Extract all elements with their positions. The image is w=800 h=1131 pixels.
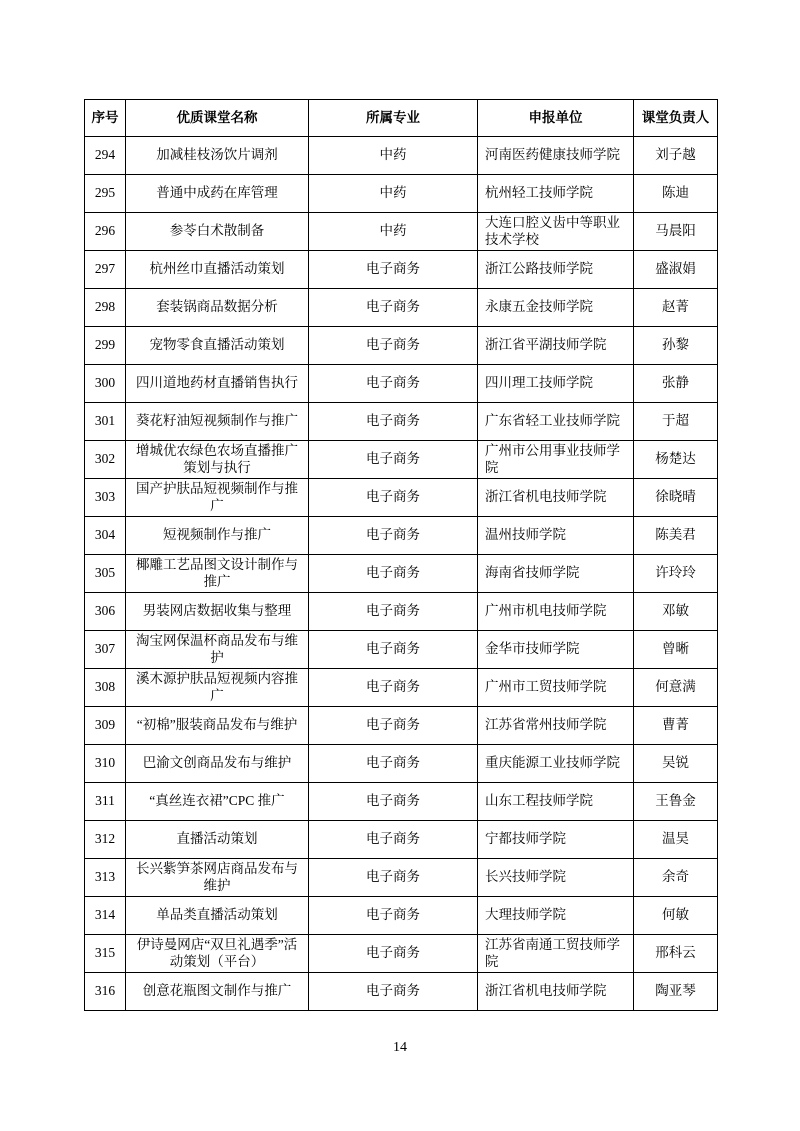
cell-index: 303: [85, 479, 126, 517]
cell-major: 电子商务: [309, 707, 478, 745]
cell-unit: 大连口腔义齿中等职业技术学校: [478, 213, 634, 251]
cell-course-name: 长兴紫笋茶网店商品发布与维护: [126, 859, 309, 897]
table-row: [85, 973, 718, 1011]
table-row: [85, 631, 718, 669]
table-row: [85, 821, 718, 859]
cell-index: 312: [85, 821, 126, 859]
cell-major: 电子商务: [309, 973, 478, 1011]
cell-index: 302: [85, 441, 126, 479]
table-row: [85, 745, 718, 783]
cell-index: 301: [85, 403, 126, 441]
cell-major: 电子商务: [309, 745, 478, 783]
table-row: [85, 213, 718, 251]
cell-major: 电子商务: [309, 593, 478, 631]
cell-index: 295: [85, 175, 126, 213]
table-row: [85, 175, 718, 213]
cell-index: 296: [85, 213, 126, 251]
column-header-unit: 申报单位: [478, 100, 634, 137]
cell-leader: 陶亚琴: [634, 973, 718, 1011]
cell-leader: 盛淑娟: [634, 251, 718, 289]
cell-leader: 徐晓晴: [634, 479, 718, 517]
cell-index: 297: [85, 251, 126, 289]
cell-unit: 温州技师学院: [478, 517, 634, 555]
cell-leader: 陈美君: [634, 517, 718, 555]
cell-index: 310: [85, 745, 126, 783]
cell-course-name: 直播活动策划: [126, 821, 309, 859]
cell-leader: 刘子越: [634, 137, 718, 175]
cell-course-name: 国产护肤品短视频制作与推广: [126, 479, 309, 517]
table-row: [85, 935, 718, 973]
cell-unit: 江苏省南通工贸技师学院: [478, 935, 634, 973]
cell-course-name: 巴渝文创商品发布与维护: [126, 745, 309, 783]
cell-unit: 广州市机电技师学院: [478, 593, 634, 631]
cell-unit: 浙江公路技师学院: [478, 251, 634, 289]
cell-major: 电子商务: [309, 935, 478, 973]
table-row: [85, 251, 718, 289]
table-row: [85, 289, 718, 327]
cell-index: 305: [85, 555, 126, 593]
cell-unit: 江苏省常州技师学院: [478, 707, 634, 745]
cell-leader: 余奇: [634, 859, 718, 897]
cell-leader: 曹菁: [634, 707, 718, 745]
cell-leader: 马晨阳: [634, 213, 718, 251]
cell-major: 电子商务: [309, 441, 478, 479]
cell-leader: 邓敏: [634, 593, 718, 631]
cell-course-name: 四川道地药材直播销售执行: [126, 365, 309, 403]
cell-course-name: 杭州丝巾直播活动策划: [126, 251, 309, 289]
cell-course-name: 男装网店数据收集与整理: [126, 593, 309, 631]
table-row: [85, 897, 718, 935]
cell-index: 309: [85, 707, 126, 745]
table-row: [85, 327, 718, 365]
cell-course-name: 普通中成药在库管理: [126, 175, 309, 213]
table-row: [85, 517, 718, 555]
cell-course-name: “真丝连衣裙”CPC 推广: [126, 783, 309, 821]
cell-index: 308: [85, 669, 126, 707]
cell-course-name: 葵花籽油短视频制作与推广: [126, 403, 309, 441]
cell-course-name: 加减桂枝汤饮片调剂: [126, 137, 309, 175]
cell-course-name: 宠物零食直播活动策划: [126, 327, 309, 365]
cell-leader: 杨楚达: [634, 441, 718, 479]
cell-leader: 张静: [634, 365, 718, 403]
cell-major: 中药: [309, 175, 478, 213]
cell-unit: 重庆能源工业技师学院: [478, 745, 634, 783]
table-row: [85, 783, 718, 821]
cell-leader: 邢科云: [634, 935, 718, 973]
cell-leader: 陈迪: [634, 175, 718, 213]
column-header-leader: 课堂负责人: [634, 100, 718, 137]
cell-course-name: 参苓白术散制备: [126, 213, 309, 251]
cell-course-name: 椰雕工艺品图文设计制作与推广: [126, 555, 309, 593]
cell-unit: 宁都技师学院: [478, 821, 634, 859]
cell-index: 313: [85, 859, 126, 897]
page-number: 14: [393, 1040, 407, 1055]
cell-unit: 广东省轻工业技师学院: [478, 403, 634, 441]
cell-unit: 四川理工技师学院: [478, 365, 634, 403]
table-row: [85, 403, 718, 441]
cell-index: 294: [85, 137, 126, 175]
cell-major: 电子商务: [309, 479, 478, 517]
cell-unit: 长兴技师学院: [478, 859, 634, 897]
column-header-major: 所属专业: [309, 100, 478, 137]
cell-leader: 何意满: [634, 669, 718, 707]
cell-major: 电子商务: [309, 821, 478, 859]
cell-unit: 永康五金技师学院: [478, 289, 634, 327]
column-header-course-name: 优质课堂名称: [126, 100, 309, 137]
cell-leader: 孙黎: [634, 327, 718, 365]
cell-index: 315: [85, 935, 126, 973]
table-row: [85, 707, 718, 745]
cell-major: 电子商务: [309, 631, 478, 669]
cell-course-name: 增城优农绿色农场直播推广策划与执行: [126, 441, 309, 479]
cell-major: 电子商务: [309, 289, 478, 327]
table-header-row: [85, 100, 718, 137]
cell-unit: 海南省技师学院: [478, 555, 634, 593]
cell-major: 电子商务: [309, 517, 478, 555]
cell-course-name: 创意花瓶图文制作与推广: [126, 973, 309, 1011]
cell-major: 电子商务: [309, 365, 478, 403]
table-row: [85, 137, 718, 175]
cell-leader: 于超: [634, 403, 718, 441]
cell-major: 电子商务: [309, 897, 478, 935]
cell-major: 电子商务: [309, 251, 478, 289]
table-row: [85, 441, 718, 479]
cell-course-name: 单品类直播活动策划: [126, 897, 309, 935]
cell-leader: 吴锐: [634, 745, 718, 783]
cell-index: 306: [85, 593, 126, 631]
cell-leader: 温昊: [634, 821, 718, 859]
cell-major: 电子商务: [309, 555, 478, 593]
cell-course-name: 淘宝网保温杯商品发布与维护: [126, 631, 309, 669]
cell-unit: 大理技师学院: [478, 897, 634, 935]
cell-course-name: 溪木源护肤品短视频内容推广: [126, 669, 309, 707]
cell-course-name: 伊诗曼网店“双旦礼遇季”活动策划（平台）: [126, 935, 309, 973]
cell-leader: 何敏: [634, 897, 718, 935]
cell-unit: 广州市工贸技师学院: [478, 669, 634, 707]
cell-index: 311: [85, 783, 126, 821]
cell-major: 中药: [309, 213, 478, 251]
table-row: [85, 479, 718, 517]
cell-index: 314: [85, 897, 126, 935]
cell-major: 电子商务: [309, 669, 478, 707]
cell-leader: 王鲁金: [634, 783, 718, 821]
table-row: [85, 555, 718, 593]
cell-major: 中药: [309, 137, 478, 175]
cell-leader: 许玲玲: [634, 555, 718, 593]
cell-unit: 浙江省机电技师学院: [478, 973, 634, 1011]
table-row: [85, 669, 718, 707]
cell-index: 304: [85, 517, 126, 555]
cell-leader: 曾晰: [634, 631, 718, 669]
cell-unit: 金华市技师学院: [478, 631, 634, 669]
cell-course-name: 短视频制作与推广: [126, 517, 309, 555]
table-row: [85, 859, 718, 897]
table-row: [85, 365, 718, 403]
cell-unit: 河南医药健康技师学院: [478, 137, 634, 175]
cell-index: 300: [85, 365, 126, 403]
cell-unit: 浙江省平湖技师学院: [478, 327, 634, 365]
course-table: [84, 99, 718, 1011]
cell-index: 298: [85, 289, 126, 327]
cell-index: 299: [85, 327, 126, 365]
cell-unit: 山东工程技师学院: [478, 783, 634, 821]
cell-leader: 赵菁: [634, 289, 718, 327]
cell-course-name: 套装锅商品数据分析: [126, 289, 309, 327]
cell-unit: 广州市公用事业技师学院: [478, 441, 634, 479]
column-header-index: 序号: [85, 100, 126, 137]
cell-unit: 浙江省机电技师学院: [478, 479, 634, 517]
cell-index: 316: [85, 973, 126, 1011]
cell-index: 307: [85, 631, 126, 669]
cell-unit: 杭州轻工技师学院: [478, 175, 634, 213]
cell-major: 电子商务: [309, 403, 478, 441]
cell-major: 电子商务: [309, 327, 478, 365]
table-row: [85, 593, 718, 631]
cell-course-name: “初棉”服装商品发布与维护: [126, 707, 309, 745]
cell-major: 电子商务: [309, 783, 478, 821]
cell-major: 电子商务: [309, 859, 478, 897]
